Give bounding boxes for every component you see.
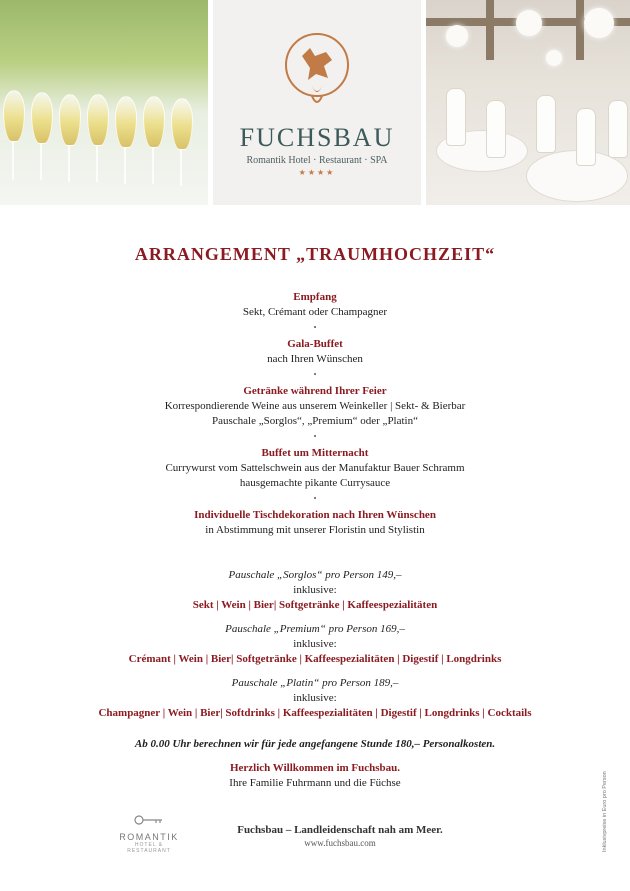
section-heading: Empfang [293,291,337,303]
signature-text: Ihre Familie Fuhrmann und die Füchse [229,777,401,789]
section-buffet-mitternacht [0,446,630,491]
section-empfang [0,290,630,320]
separator-dot: • [313,370,317,379]
package-items: Champagner | Wein | Bier| Softdrinks | Kaffeespezialitäten | Digestif | Longdrinks | Cocktails [98,707,532,719]
section-line: in Abstimmung mit unserer Floristin und Stylistin [205,524,425,536]
section-heading: Individuelle Tischdekoration nach Ihren Wünschen [194,509,436,521]
welcome-block [0,761,630,791]
package-premium [0,622,630,667]
section-heading: Getränke während Ihrer Feier [243,385,387,397]
romantik-brand: ROMANTIK [119,832,179,842]
brand-subtitle: Romantik Hotel · Restaurant · SPA [246,155,388,166]
section-line: Sekt, Crémant oder Champagner [242,306,388,318]
package-included-label: inklusive: [293,692,337,704]
side-note [602,752,613,852]
banquet-hall-photo [426,0,630,205]
separator-dot: • [313,432,317,441]
section-tischdekoration [0,508,630,538]
website-link[interactable]: www.fuchsbau.com [304,838,376,848]
package-name: Pauschale „Sorglos“ pro Person 149,– [228,569,402,581]
package-included-label: inklusive: [293,638,337,650]
footer-slogan-block [190,824,490,848]
brand-name: FUCHSBAU [239,123,395,152]
champagne-glasses-photo [0,0,208,205]
section-line: nach Ihren Wünschen [267,353,363,365]
package-platin [0,676,630,721]
section-gala-buffet [0,337,630,367]
section-getraenke [0,384,630,429]
page-title: ARRANGEMENT „TRAUMHOCHZEIT“ [134,244,496,264]
section-line: Pauschale „Sorglos“, „Premium“ oder „Platin“ [212,415,418,427]
section-line: Korrespondierende Weine aus unserem Weinkeller | Sekt- & Bierbar [164,400,466,412]
package-included-label: inklusive: [293,584,337,596]
romantik-logo [112,812,186,854]
separator-dot: • [313,494,317,503]
separator-dot: • [313,323,317,332]
package-sorglos [0,568,630,613]
section-line: hausgemachte pikante Currysauce [239,477,391,489]
package-items: Crémant | Wein | Bier| Softgetränke | Kaffeespezialitäten | Digestif | Longdrinks [128,653,502,665]
side-note-text: Inklusivpreise in Euro pro Person [602,771,608,852]
romantik-sub: HOTEL & RESTAURANT [127,842,171,854]
welcome-text: Herzlich Willkommen im Fuchsbau. [229,762,401,774]
fuchsbau-logo [213,30,421,177]
header-photo-strip [0,0,630,205]
rating-stars: ★★★★ [298,168,336,177]
package-items: Sekt | Wein | Bier| Softgetränke | Kaffeespezialitäten [192,599,438,611]
package-name: Pauschale „Platin“ pro Person 189,– [231,677,399,689]
package-name: Pauschale „Premium“ pro Person 169,– [225,623,405,635]
section-heading: Gala-Buffet [287,338,343,350]
section-heading: Buffet um Mitternacht [261,447,369,459]
staff-cost-notice: Ab 0.00 Uhr berechnen wir für jede angefangene Stunde 180,– Personalkosten. [134,738,496,750]
slogan: Fuchsbau – Landleidenschaft nah am Meer. [237,824,443,836]
fox-emblem-icon [282,30,352,112]
arrangement-menu [0,290,630,538]
key-icon [134,815,164,825]
section-line: Currywurst vom Sattelschwein aus der Manufaktur Bauer Schramm [165,462,465,474]
logo-photo-panel [213,0,421,205]
